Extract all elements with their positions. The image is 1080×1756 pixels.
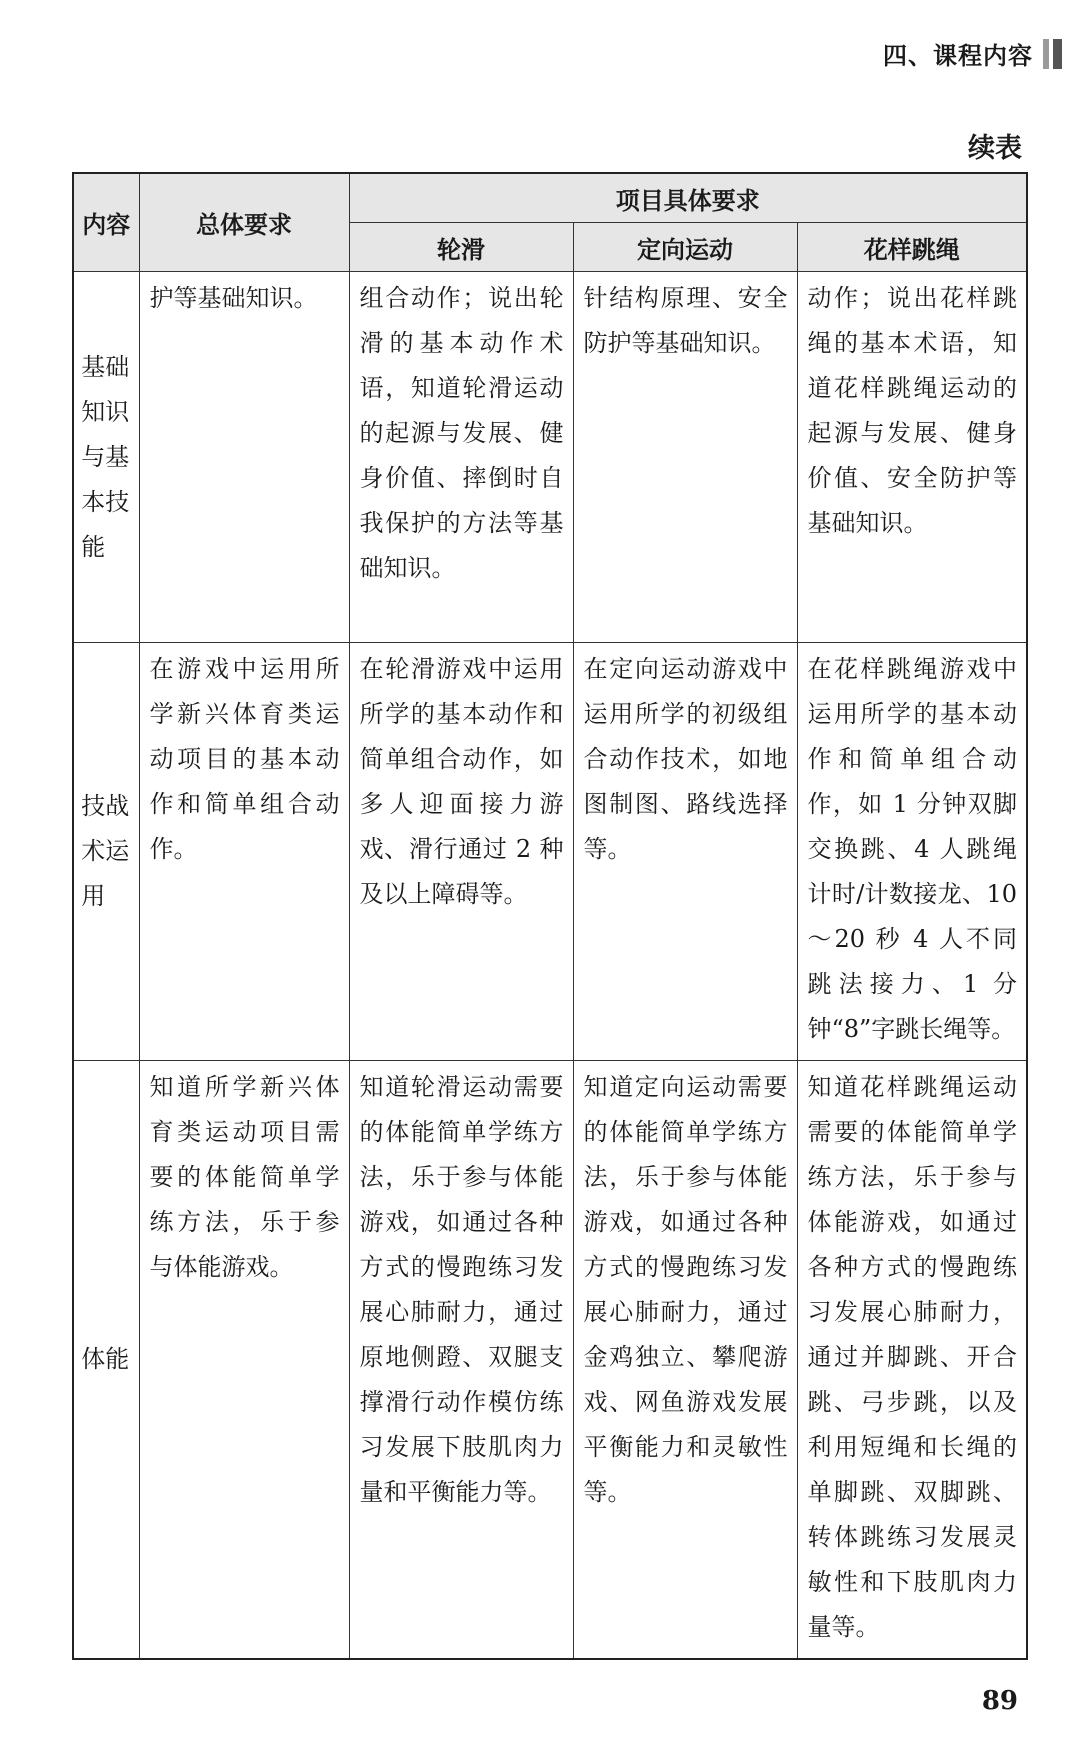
- rope-skipping-cell: 动作；说出花样跳绳的基本术语，知道花样跳绳运动的起源与发展、健身价值、安全防护等基础知识。: [797, 272, 1027, 643]
- rope-skipping-cell: 知道花样跳绳运动需要的体能简单学练方法，乐于参与体能游戏，如通过各种方式的慢跑练习发展心肺耐力，通过并脚跳、开合跳、弓步跳，以及利用短绳和长绳的单脚跳、双脚跳、转体跳练习发展灵敏性和下肢肌肉力量等。: [797, 1061, 1027, 1660]
- running-header: [883, 36, 1062, 71]
- chapter-title: 四、课程内容: [883, 42, 1033, 70]
- header-bars-ornament: [1043, 39, 1062, 69]
- category-cell: [73, 643, 139, 1061]
- header-roller-skating: 轮滑: [349, 223, 573, 272]
- orienteering-cell: 知道定向运动需要的体能简单学练方法，乐于参与体能游戏，如通过各种方式的慢跑练习发展心肺耐力，通过金鸡独立、攀爬游戏、网鱼游戏发展平衡能力和灵敏性等。: [573, 1061, 797, 1660]
- overall-cell: 护等基础知识。: [139, 272, 349, 643]
- orienteering-cell: 针结构原理、安全防护等基础知识。: [573, 272, 797, 643]
- category-cell: [73, 1061, 139, 1660]
- roller-skating-cell: 组合动作；说出轮滑的基本动作术语，知道轮滑运动的起源与发展、健身价值、摔倒时自我保护的方法等基础知识。: [349, 272, 573, 643]
- overall-cell: 在游戏中运用所学新兴体育类运动项目的基本动作和简单组合动作。: [139, 643, 349, 1061]
- table-header-row: [73, 173, 1027, 223]
- header-orienteering: 定向运动: [573, 223, 797, 272]
- table-row: [73, 643, 1027, 1061]
- curriculum-table: [72, 172, 1028, 1660]
- category-fitness: 体能: [81, 1345, 130, 1373]
- roller-skating-cell: 知道轮滑运动需要的体能简单学练方法，乐于参与体能游戏，如通过各种方式的慢跑练习发展心肺耐力，通过原地侧蹬、双腿支撑滑行动作模仿练习发展下肢肌肉力量和平衡能力等。: [349, 1061, 573, 1660]
- header-overall: 总体要求: [139, 173, 349, 272]
- table-row: [73, 272, 1027, 643]
- table-caption: 续表: [968, 133, 1022, 164]
- orienteering-cell: 在定向运动游戏中运用所学的初级组合动作技术，如地图制图、路线选择等。: [573, 643, 797, 1061]
- header-content: 内容: [73, 173, 139, 272]
- table-row: [73, 1061, 1027, 1660]
- category-cell: [73, 272, 139, 643]
- header-specific-group: 项目具体要求: [349, 173, 1027, 223]
- page-number: 89: [981, 1686, 1018, 1716]
- category-tactics: 技战术运用: [81, 792, 130, 910]
- rope-skipping-cell: 在花样跳绳游戏中运用所学的基本动作和简单组合动作，如 1 分钟双脚交换跳、4 人跳绳计时/计数接龙、10～20 秒 4 人不同跳法接力、1 分钟“8”字跳长绳等。: [797, 643, 1027, 1061]
- roller-skating-cell: 在轮滑游戏中运用所学的基本动作和简单组合动作，如多人迎面接力游戏、滑行通过 2 种及以上障碍等。: [349, 643, 573, 1061]
- header-rope-skipping: 花样跳绳: [797, 223, 1027, 272]
- category-basic: 基础知识与基本技能: [81, 352, 130, 561]
- overall-cell: 知道所学新兴体育类运动项目需要的体能简单学练方法，乐于参与体能游戏。: [139, 1061, 349, 1660]
